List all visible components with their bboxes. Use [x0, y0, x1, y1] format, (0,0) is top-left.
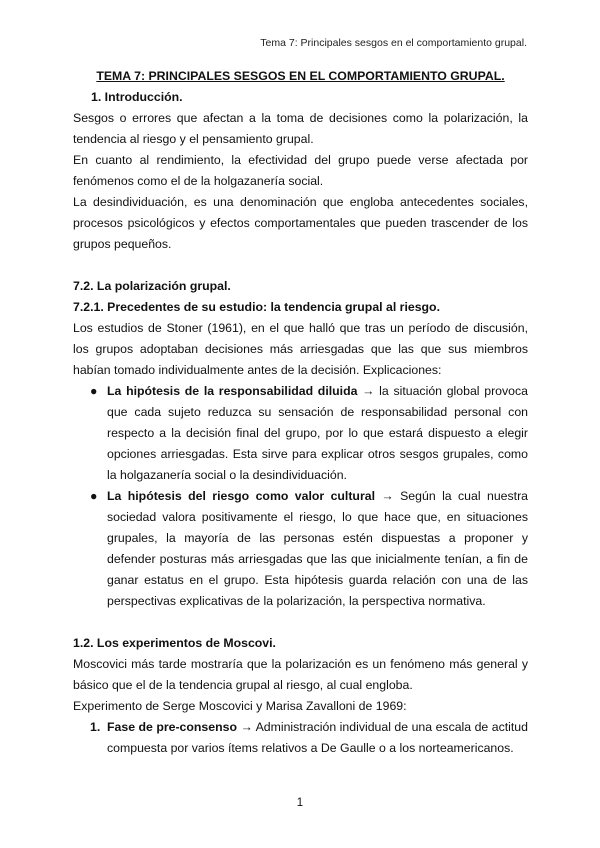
explanations-list	[73, 381, 528, 612]
list-item-text: Administración individual de una escala de actitud compuesta por varios ítems relativos a De Gaulle o a los norteamericanos.	[107, 720, 528, 755]
document-title: TEMA 7: PRINCIPALES SESGOS EN EL COMPORTAMIENTO GRUPAL.	[96, 69, 505, 83]
list-item	[73, 486, 528, 612]
bullet-icon: ●	[90, 489, 98, 503]
paragraph: En cuanto al rendimiento, la efectividad del grupo puede verse afectada por fenómenos como el de la holgazanería social.	[73, 153, 528, 188]
list-item	[73, 717, 528, 759]
phases-list	[73, 717, 528, 759]
running-header: Tema 7: Principales sesgos en el comportamiento grupal.	[260, 37, 527, 49]
list-item-text: Según la cual nuestra sociedad valora positivamente el riesgo, lo que hace que, en situaciones grupales, la mayoría de las personas estén dispuestas a proponer y defender posturas más arriesgadas que las que inicialmente tenían, a fin de ganar estatus en el grupo. Esta hipótesis guarda relación con una de las perspectivas explicativas de la polarización, la perspectiva normativa.	[107, 489, 529, 608]
section-heading-experimentos: 1.2. Los experimentos de Moscovi.	[73, 636, 276, 650]
list-item-number: 1.	[90, 720, 101, 734]
arrow-icon: →	[381, 489, 394, 503]
paragraph: Moscovici más tarde mostraría que la polarización es un fenómeno más general y básico que el de la tendencia grupal al riesgo, al cual engloba.	[73, 657, 528, 692]
paragraph: Experimento de Serge Moscovici y Marisa Zavalloni de 1969:	[73, 699, 407, 713]
list-item-term: La hipótesis de la responsabilidad diluida	[107, 384, 358, 398]
section-heading-introduccion: 1. Introducción.	[91, 90, 183, 104]
document-body	[73, 66, 528, 759]
arrow-icon: →	[362, 384, 375, 398]
paragraph: Los estudios de Stoner (1961), en el que halló que tras un período de discusión, los grupos adoptaban decisiones más arriesgadas que las que sus miembros habían tomado individualmente antes de la decisión. Explicaciones:	[73, 321, 528, 377]
arrow-icon: →	[240, 720, 253, 734]
list-item-text: la situación global provoca que cada sujeto reduzca su sensación de responsabilidad personal con respecto a la decisión final del grupo, por lo que estará dispuesto a elegir opciones arriesgadas. Esta sirve para explicar otros sesgos grupales, como la holgazanería social o la desindividuación.	[107, 384, 528, 482]
page-number: 1	[296, 797, 304, 809]
section-heading-polarizacion: 7.2. La polarización grupal.	[73, 279, 231, 293]
paragraph: Sesgos o errores que afectan a la toma de decisiones como la polarización, la tendencia al riesgo y el pensamiento grupal.	[73, 111, 528, 146]
bullet-icon: ●	[90, 384, 98, 398]
list-item-term: La hipótesis del riesgo como valor cultural	[107, 489, 375, 503]
list-item	[73, 381, 528, 486]
paragraph: La desindividuación, es una denominación que engloba antecedentes sociales, procesos psicológicos y efectos comportamentales que pueden trascender de los grupos pequeños.	[73, 195, 528, 251]
list-item-term: Fase de pre-consenso	[107, 720, 237, 734]
subsection-heading-precedentes: 7.2.1. Precedentes de su estudio: la tendencia grupal al riesgo.	[73, 300, 440, 314]
